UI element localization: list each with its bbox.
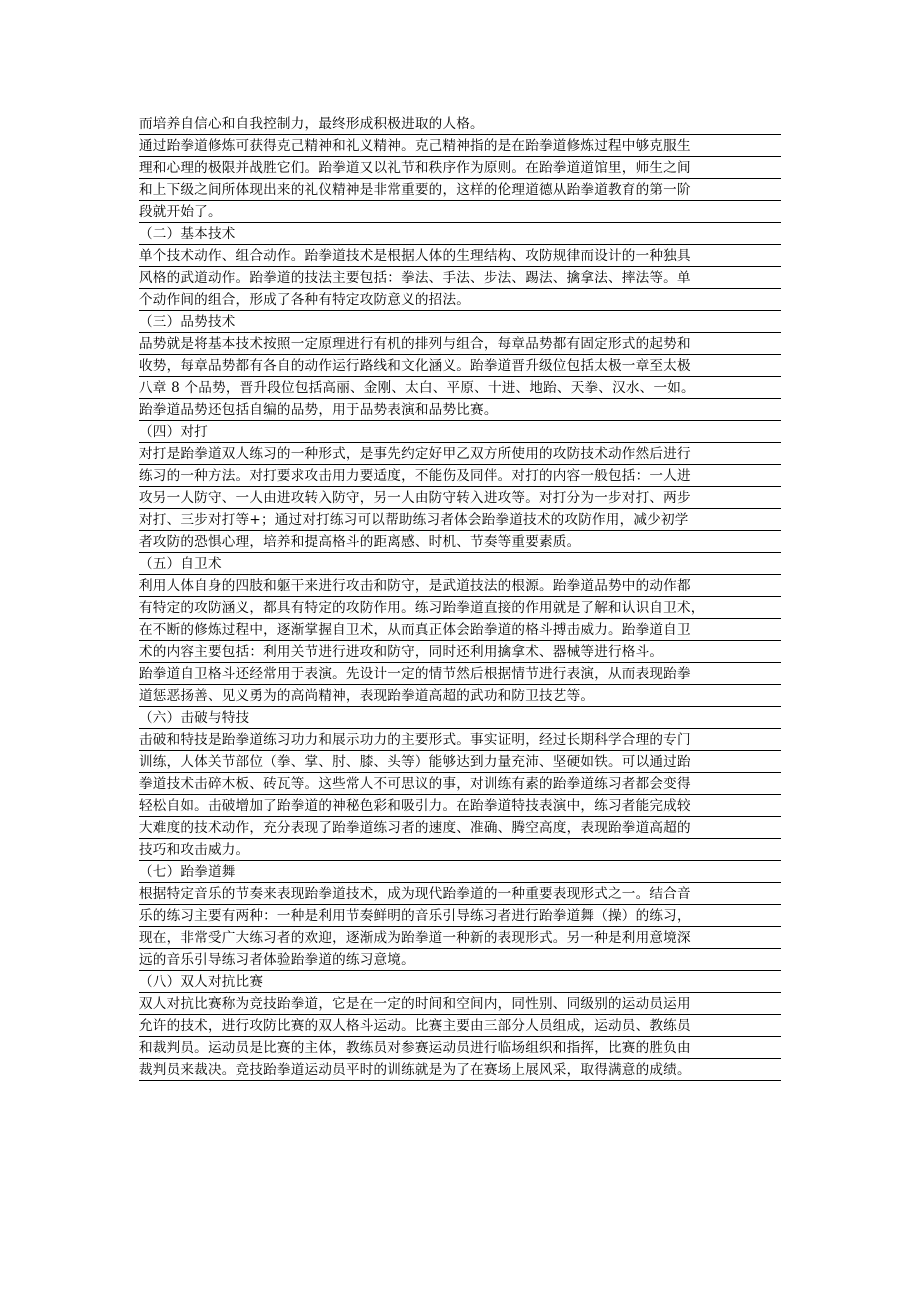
text-line: 而培养自信心和自我控制力，最终形成积极进取的人格。 bbox=[139, 113, 781, 135]
text-line: 术的内容主要包括：利用关节进行进攻和防守，同时还利用擒拿术、器械等进行格斗。 bbox=[139, 641, 781, 663]
section-heading: （五）自卫术 bbox=[139, 553, 781, 575]
text-line: 轻松自如。击破增加了跆拳道的神秘色彩和吸引力。在跆拳道特技表演中，练习者能完成较 bbox=[139, 795, 781, 817]
text-line: 双人对抗比赛称为竞技跆拳道，它是在一定的时间和空间内，同性别、同级别的运动员运用 bbox=[139, 993, 781, 1015]
text-line: 道惩恶扬善、见义勇为的高尚精神，表现跆拳道高超的武功和防卫技艺等。 bbox=[139, 685, 781, 707]
section-heading: （四）对打 bbox=[139, 421, 781, 443]
text-line: 单个技术动作、组合动作。跆拳道技术是根据人体的生理结构、攻防规律而设计的一种独具 bbox=[139, 245, 781, 267]
text-line: 个动作间的组合，形成了各种有特定攻防意义的招法。 bbox=[139, 289, 781, 311]
text-line: 理和心理的极限并战胜它们。跆拳道又以礼节和秩序作为原则。在跆拳道道馆里，师生之间 bbox=[139, 157, 781, 179]
text-line: 现在，非常受广大练习者的欢迎，逐渐成为跆拳道一种新的表现形式。另一种是利用意境深 bbox=[139, 927, 781, 949]
text-line: 和上下级之间所体现出来的礼仪精神是非常重要的，这样的伦理道德从跆拳道教育的第一阶 bbox=[139, 179, 781, 201]
text-line: 对打、三步对打等+；通过对打练习可以帮助练习者体会跆拳道技术的攻防作用，减少初学 bbox=[139, 509, 781, 531]
text-line: 和裁判员。运动员是比赛的主体，教练员对参赛运动员进行临场组织和指挥，比赛的胜负由 bbox=[139, 1037, 781, 1059]
text-line: 允许的技术，进行攻防比赛的双人格斗运动。比赛主要由三部分人员组成，运动员、教练员 bbox=[139, 1015, 781, 1037]
text-line: 者攻防的恐惧心理，培养和提高格斗的距离感、时机、节奏等重要素质。 bbox=[139, 531, 781, 553]
text-line: 大难度的技术动作，充分表现了跆拳道练习者的速度、准确、腾空高度，表现跆拳道高超的 bbox=[139, 817, 781, 839]
text-line: 利用人体自身的四肢和躯干来进行攻击和防守，是武道技法的根源。跆拳道品势中的动作都 bbox=[139, 575, 781, 597]
section-heading: （二）基本技术 bbox=[139, 223, 781, 245]
text-line: 远的音乐引导练习者体验跆拳道的练习意境。 bbox=[139, 949, 781, 971]
text-line: 通过跆拳道修炼可获得克己精神和礼义精神。克己精神指的是在跆拳道修炼过程中够克服生 bbox=[139, 135, 781, 157]
section-heading: （七）跆拳道舞 bbox=[139, 861, 781, 883]
text-line: 段就开始了。 bbox=[139, 201, 781, 223]
text-line: 练习的一种方法。对打要求攻击用力要适度，不能伤及同伴。对打的内容一般包括：一人进 bbox=[139, 465, 781, 487]
text-line: 有特定的攻防涵义，都具有特定的攻防作用。练习跆拳道直接的作用就是了解和认识自卫术， bbox=[139, 597, 781, 619]
section-heading: （三）品势技术 bbox=[139, 311, 781, 333]
text-line: 攻另一人防守、一人由进攻转入防守，另一人由防守转入进攻等。对打分为一步对打、两步 bbox=[139, 487, 781, 509]
section-heading: （八）双人对抗比赛 bbox=[139, 971, 781, 993]
text-line: 品势就是将基本技术按照一定原理进行有机的排列与组合，每章品势都有固定形式的起势和 bbox=[139, 333, 781, 355]
text-line: 对打是跆拳道双人练习的一种形式，是事先约定好甲乙双方所使用的攻防技术动作然后进行 bbox=[139, 443, 781, 465]
text-line: 八章 8 个品势，晋升段位包括高丽、金刚、太白、平原、十进、地跆、天拳、汉水、一如。 bbox=[139, 377, 781, 399]
text-line: 在不断的修炼过程中，逐渐掌握自卫术，从而真正体会跆拳道的格斗搏击威力。跆拳道自卫 bbox=[139, 619, 781, 641]
document-body bbox=[139, 113, 781, 1081]
text-line: 训练，人体关节部位（拳、掌、肘、膝、头等）能够达到力量充沛、坚硬如铁。可以通过跆 bbox=[139, 751, 781, 773]
text-line: 技巧和攻击威力。 bbox=[139, 839, 781, 861]
text-line: 击破和特技是跆拳道练习功力和展示功力的主要形式。事实证明，经过长期科学合理的专门 bbox=[139, 729, 781, 751]
text-line: 拳道技术击碎木板、砖瓦等。这些常人不可思议的事，对训练有素的跆拳道练习者都会变得 bbox=[139, 773, 781, 795]
text-line: 根据特定音乐的节奏来表现跆拳道技术，成为现代跆拳道的一种重要表现形式之一。结合音 bbox=[139, 883, 781, 905]
text-line: 收势，每章品势都有各自的动作运行路线和文化涵义。跆拳道晋升级位包括太极一章至太极 bbox=[139, 355, 781, 377]
text-line: 跆拳道自卫格斗还经常用于表演。先设计一定的情节然后根据情节进行表演，从而表现跆拳 bbox=[139, 663, 781, 685]
section-heading: （六）击破与特技 bbox=[139, 707, 781, 729]
text-line: 跆拳道品势还包括自编的品势，用于品势表演和品势比赛。 bbox=[139, 399, 781, 421]
text-line: 裁判员来裁决。竞技跆拳道运动员平时的训练就是为了在赛场上展风采，取得满意的成绩。 bbox=[139, 1059, 781, 1081]
text-line: 风格的武道动作。跆拳道的技法主要包括：拳法、手法、步法、踢法、擒拿法、摔法等。单 bbox=[139, 267, 781, 289]
text-line: 乐的练习主要有两种：一种是利用节奏鲜明的音乐引导练习者进行跆拳道舞（操）的练习， bbox=[139, 905, 781, 927]
